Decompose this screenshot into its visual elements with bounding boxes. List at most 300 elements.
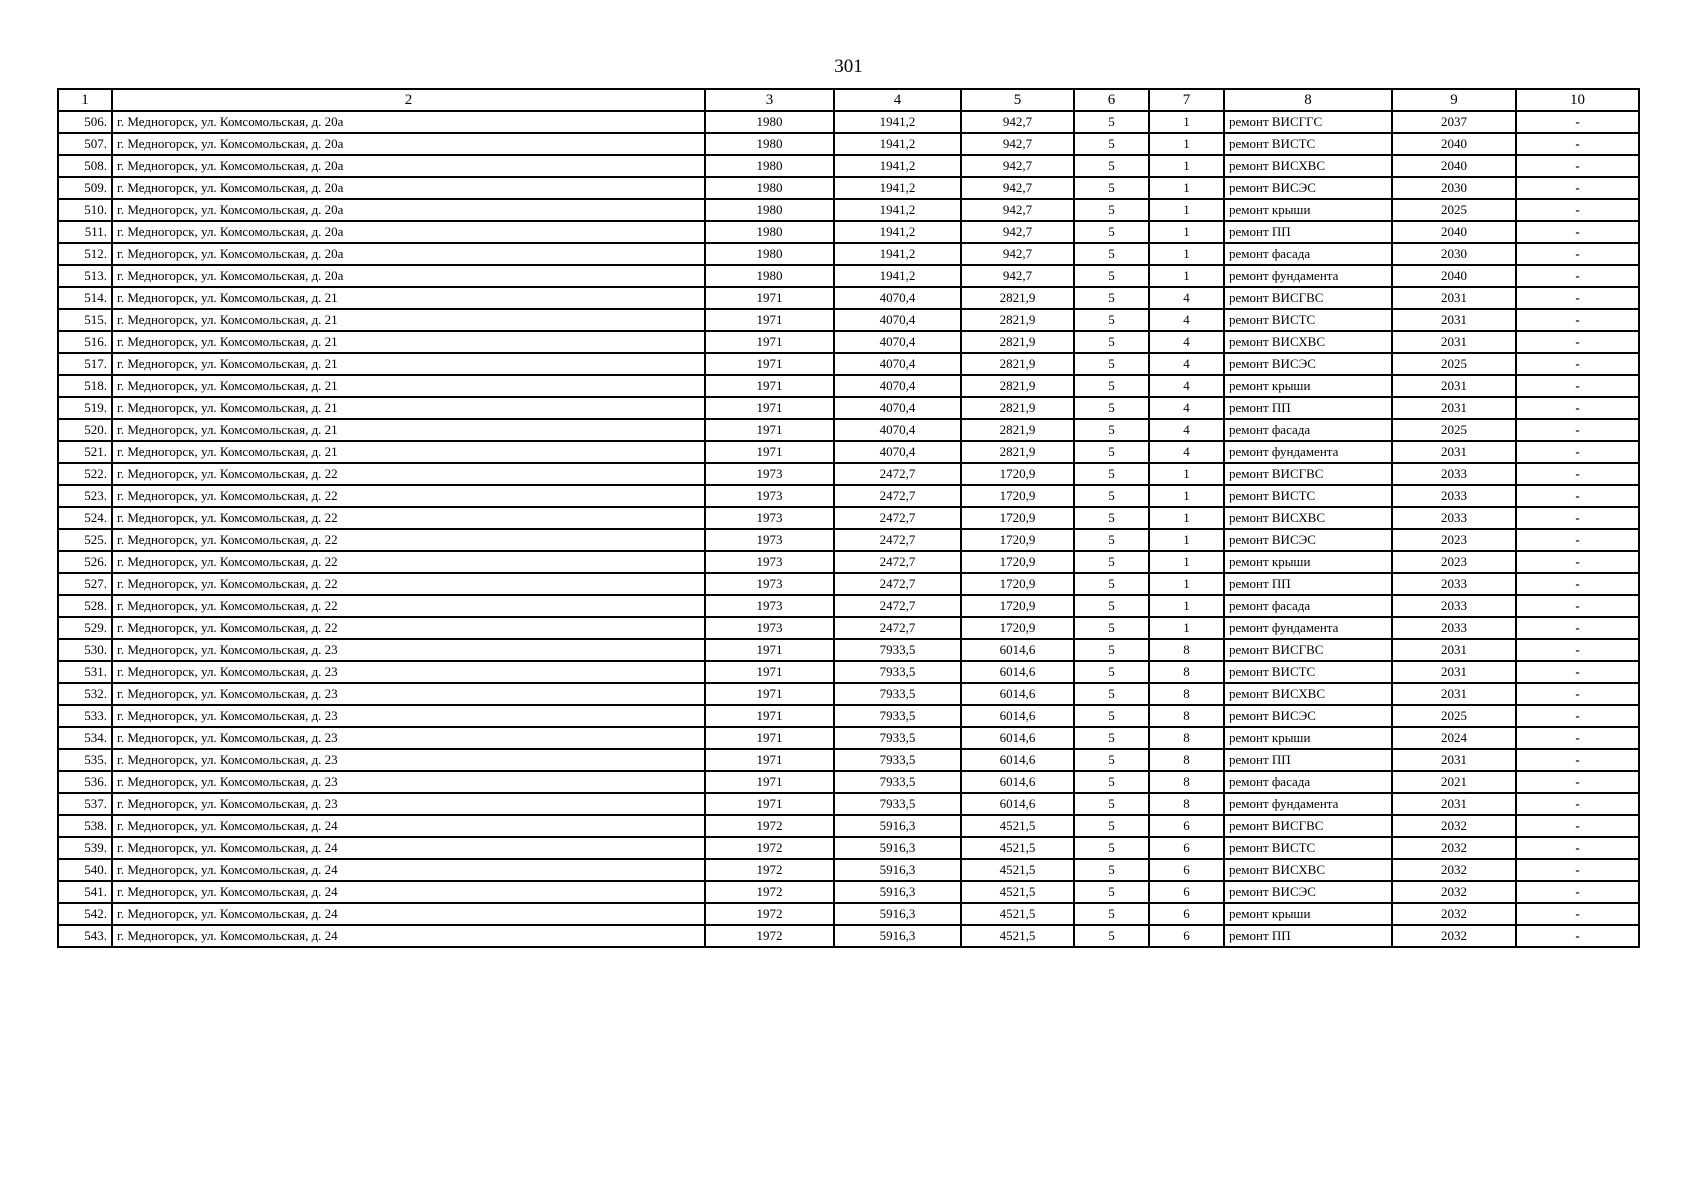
cell-row-number: 525.	[58, 529, 112, 551]
cell-row-number: 542.	[58, 903, 112, 925]
cell-living-area: 1720,9	[961, 463, 1074, 485]
cell-row-number: 529.	[58, 617, 112, 639]
cell-address: г. Медногорск, ул. Комсомольская, д. 22	[112, 617, 705, 639]
cell-floors: 5	[1074, 749, 1149, 771]
cell-total-area: 4070,4	[834, 287, 961, 309]
cell-floors: 5	[1074, 507, 1149, 529]
cell-repair-type: ремонт ВИСТС	[1224, 661, 1392, 683]
cell-total-area: 1941,2	[834, 243, 961, 265]
cell-note: -	[1516, 133, 1639, 155]
cell-address: г. Медногорск, ул. Комсомольская, д. 23	[112, 793, 705, 815]
cell-total-area: 7933,5	[834, 661, 961, 683]
table-row	[58, 331, 1639, 353]
cell-planned-year: 2040	[1392, 221, 1516, 243]
cell-repair-type: ремонт ВИСГВС	[1224, 463, 1392, 485]
cell-total-area: 5916,3	[834, 903, 961, 925]
cell-year-built: 1971	[705, 331, 834, 353]
cell-living-area: 1720,9	[961, 573, 1074, 595]
cell-repair-type: ремонт ВИСЭС	[1224, 881, 1392, 903]
page-number: 301	[834, 56, 863, 77]
cell-floors: 5	[1074, 309, 1149, 331]
cell-planned-year: 2023	[1392, 551, 1516, 573]
cell-year-built: 1971	[705, 683, 834, 705]
cell-year-built: 1971	[705, 705, 834, 727]
cell-year-built: 1973	[705, 529, 834, 551]
cell-year-built: 1971	[705, 287, 834, 309]
table-row	[58, 485, 1639, 507]
cell-total-area: 1941,2	[834, 155, 961, 177]
cell-year-built: 1980	[705, 155, 834, 177]
cell-entrances: 4	[1149, 309, 1224, 331]
cell-total-area: 4070,4	[834, 397, 961, 419]
cell-total-area: 5916,3	[834, 859, 961, 881]
cell-entrances: 6	[1149, 903, 1224, 925]
cell-note: -	[1516, 617, 1639, 639]
cell-repair-type: ремонт ПП	[1224, 397, 1392, 419]
cell-floors: 5	[1074, 815, 1149, 837]
table-row	[58, 903, 1639, 925]
cell-note: -	[1516, 441, 1639, 463]
cell-planned-year: 2025	[1392, 353, 1516, 375]
cell-entrances: 6	[1149, 859, 1224, 881]
cell-entrances: 1	[1149, 221, 1224, 243]
cell-year-built: 1971	[705, 727, 834, 749]
cell-address: г. Медногорск, ул. Комсомольская, д. 21	[112, 375, 705, 397]
cell-living-area: 6014,6	[961, 793, 1074, 815]
cell-total-area: 2472,7	[834, 573, 961, 595]
cell-living-area: 942,7	[961, 265, 1074, 287]
table-row	[58, 573, 1639, 595]
cell-entrances: 6	[1149, 837, 1224, 859]
cell-repair-type: ремонт ВИСХВС	[1224, 507, 1392, 529]
cell-repair-type: ремонт ВИСГВС	[1224, 639, 1392, 661]
cell-row-number: 526.	[58, 551, 112, 573]
cell-entrances: 6	[1149, 925, 1224, 947]
cell-address: г. Медногорск, ул. Комсомольская, д. 23	[112, 661, 705, 683]
cell-planned-year: 2031	[1392, 793, 1516, 815]
cell-repair-type: ремонт фасада	[1224, 595, 1392, 617]
cell-entrances: 4	[1149, 397, 1224, 419]
cell-note: -	[1516, 287, 1639, 309]
cell-year-built: 1980	[705, 265, 834, 287]
cell-year-built: 1971	[705, 397, 834, 419]
cell-entrances: 8	[1149, 639, 1224, 661]
cell-living-area: 1720,9	[961, 485, 1074, 507]
cell-planned-year: 2032	[1392, 837, 1516, 859]
cell-planned-year: 2031	[1392, 749, 1516, 771]
cell-repair-type: ремонт ПП	[1224, 749, 1392, 771]
cell-living-area: 2821,9	[961, 375, 1074, 397]
cell-note: -	[1516, 925, 1639, 947]
cell-floors: 5	[1074, 177, 1149, 199]
cell-total-area: 2472,7	[834, 617, 961, 639]
cell-entrances: 1	[1149, 199, 1224, 221]
cell-address: г. Медногорск, ул. Комсомольская, д. 23	[112, 727, 705, 749]
cell-year-built: 1971	[705, 441, 834, 463]
cell-row-number: 527.	[58, 573, 112, 595]
table-row	[58, 639, 1639, 661]
cell-living-area: 2821,9	[961, 309, 1074, 331]
cell-living-area: 4521,5	[961, 881, 1074, 903]
table-row	[58, 837, 1639, 859]
table-row	[58, 419, 1639, 441]
table-row	[58, 617, 1639, 639]
table-row	[58, 265, 1639, 287]
table-body	[58, 111, 1639, 947]
column-header-4: 4	[834, 89, 961, 111]
cell-planned-year: 2031	[1392, 683, 1516, 705]
cell-total-area: 2472,7	[834, 485, 961, 507]
cell-note: -	[1516, 419, 1639, 441]
cell-repair-type: ремонт крыши	[1224, 727, 1392, 749]
cell-entrances: 4	[1149, 419, 1224, 441]
cell-planned-year: 2023	[1392, 529, 1516, 551]
cell-note: -	[1516, 771, 1639, 793]
cell-living-area: 2821,9	[961, 353, 1074, 375]
cell-row-number: 519.	[58, 397, 112, 419]
cell-living-area: 4521,5	[961, 925, 1074, 947]
cell-repair-type: ремонт фасада	[1224, 243, 1392, 265]
cell-address: г. Медногорск, ул. Комсомольская, д. 21	[112, 419, 705, 441]
table-row	[58, 859, 1639, 881]
cell-address: г. Медногорск, ул. Комсомольская, д. 21	[112, 309, 705, 331]
cell-address: г. Медногорск, ул. Комсомольская, д. 22	[112, 595, 705, 617]
cell-living-area: 2821,9	[961, 419, 1074, 441]
cell-row-number: 517.	[58, 353, 112, 375]
cell-entrances: 8	[1149, 727, 1224, 749]
cell-repair-type: ремонт фундамента	[1224, 793, 1392, 815]
cell-address: г. Медногорск, ул. Комсомольская, д. 23	[112, 705, 705, 727]
cell-row-number: 515.	[58, 309, 112, 331]
cell-entrances: 8	[1149, 793, 1224, 815]
cell-floors: 5	[1074, 375, 1149, 397]
table-row	[58, 727, 1639, 749]
cell-floors: 5	[1074, 617, 1149, 639]
cell-planned-year: 2032	[1392, 815, 1516, 837]
cell-repair-type: ремонт ПП	[1224, 573, 1392, 595]
cell-note: -	[1516, 837, 1639, 859]
cell-address: г. Медногорск, ул. Комсомольская, д. 22	[112, 551, 705, 573]
cell-address: г. Медногорск, ул. Комсомольская, д. 21	[112, 331, 705, 353]
cell-floors: 5	[1074, 639, 1149, 661]
cell-floors: 5	[1074, 397, 1149, 419]
cell-repair-type: ремонт ВИСХВС	[1224, 331, 1392, 353]
header-row	[58, 89, 1639, 111]
cell-address: г. Медногорск, ул. Комсомольская, д. 23	[112, 749, 705, 771]
cell-row-number: 536.	[58, 771, 112, 793]
cell-entrances: 4	[1149, 441, 1224, 463]
cell-entrances: 8	[1149, 771, 1224, 793]
cell-planned-year: 2031	[1392, 441, 1516, 463]
cell-total-area: 2472,7	[834, 551, 961, 573]
cell-total-area: 2472,7	[834, 463, 961, 485]
cell-row-number: 508.	[58, 155, 112, 177]
cell-living-area: 4521,5	[961, 815, 1074, 837]
cell-entrances: 4	[1149, 287, 1224, 309]
table-row	[58, 925, 1639, 947]
cell-living-area: 6014,6	[961, 683, 1074, 705]
cell-living-area: 1720,9	[961, 595, 1074, 617]
cell-floors: 5	[1074, 529, 1149, 551]
cell-floors: 5	[1074, 727, 1149, 749]
table-row	[58, 881, 1639, 903]
cell-planned-year: 2031	[1392, 661, 1516, 683]
cell-row-number: 512.	[58, 243, 112, 265]
cell-repair-type: ремонт ВИСТС	[1224, 837, 1392, 859]
cell-year-built: 1980	[705, 243, 834, 265]
column-header-9: 9	[1392, 89, 1516, 111]
cell-living-area: 6014,6	[961, 639, 1074, 661]
cell-total-area: 1941,2	[834, 133, 961, 155]
cell-year-built: 1972	[705, 859, 834, 881]
cell-note: -	[1516, 859, 1639, 881]
cell-address: г. Медногорск, ул. Комсомольская, д. 22	[112, 573, 705, 595]
cell-address: г. Медногорск, ул. Комсомольская, д. 24	[112, 859, 705, 881]
table-row	[58, 771, 1639, 793]
cell-year-built: 1973	[705, 551, 834, 573]
cell-planned-year: 2040	[1392, 133, 1516, 155]
cell-address: г. Медногорск, ул. Комсомольская, д. 20а	[112, 265, 705, 287]
table-row	[58, 595, 1639, 617]
cell-total-area: 5916,3	[834, 815, 961, 837]
cell-living-area: 2821,9	[961, 287, 1074, 309]
cell-note: -	[1516, 573, 1639, 595]
cell-total-area: 4070,4	[834, 309, 961, 331]
cell-note: -	[1516, 111, 1639, 133]
cell-total-area: 5916,3	[834, 881, 961, 903]
cell-address: г. Медногорск, ул. Комсомольская, д. 20а	[112, 221, 705, 243]
table-row	[58, 309, 1639, 331]
cell-planned-year: 2024	[1392, 727, 1516, 749]
cell-repair-type: ремонт крыши	[1224, 375, 1392, 397]
table-row	[58, 111, 1639, 133]
cell-note: -	[1516, 749, 1639, 771]
cell-note: -	[1516, 529, 1639, 551]
cell-total-area: 7933,5	[834, 727, 961, 749]
cell-repair-type: ремонт фасада	[1224, 419, 1392, 441]
cell-row-number: 537.	[58, 793, 112, 815]
cell-total-area: 4070,4	[834, 353, 961, 375]
cell-entrances: 1	[1149, 177, 1224, 199]
cell-entrances: 4	[1149, 375, 1224, 397]
cell-planned-year: 2033	[1392, 595, 1516, 617]
cell-row-number: 507.	[58, 133, 112, 155]
cell-planned-year: 2025	[1392, 419, 1516, 441]
cell-entrances: 8	[1149, 705, 1224, 727]
table-row	[58, 353, 1639, 375]
cell-year-built: 1980	[705, 199, 834, 221]
cell-living-area: 4521,5	[961, 859, 1074, 881]
cell-living-area: 2821,9	[961, 441, 1074, 463]
cell-year-built: 1980	[705, 133, 834, 155]
cell-note: -	[1516, 243, 1639, 265]
cell-floors: 5	[1074, 243, 1149, 265]
cell-repair-type: ремонт ВИСТС	[1224, 309, 1392, 331]
cell-floors: 5	[1074, 771, 1149, 793]
cell-address: г. Медногорск, ул. Комсомольская, д. 22	[112, 529, 705, 551]
cell-floors: 5	[1074, 133, 1149, 155]
cell-planned-year: 2032	[1392, 859, 1516, 881]
cell-total-area: 7933,5	[834, 749, 961, 771]
cell-year-built: 1972	[705, 925, 834, 947]
cell-year-built: 1973	[705, 463, 834, 485]
table-row	[58, 133, 1639, 155]
cell-floors: 5	[1074, 793, 1149, 815]
cell-entrances: 6	[1149, 881, 1224, 903]
cell-year-built: 1972	[705, 881, 834, 903]
cell-address: г. Медногорск, ул. Комсомольская, д. 21	[112, 397, 705, 419]
cell-total-area: 2472,7	[834, 529, 961, 551]
cell-repair-type: ремонт ПП	[1224, 925, 1392, 947]
cell-repair-type: ремонт крыши	[1224, 903, 1392, 925]
cell-living-area: 4521,5	[961, 903, 1074, 925]
cell-living-area: 942,7	[961, 177, 1074, 199]
cell-repair-type: ремонт ВИСХВС	[1224, 859, 1392, 881]
table-row	[58, 463, 1639, 485]
cell-year-built: 1971	[705, 771, 834, 793]
cell-repair-type: ремонт ВИСГГС	[1224, 111, 1392, 133]
cell-row-number: 535.	[58, 749, 112, 771]
cell-repair-type: ремонт фасада	[1224, 771, 1392, 793]
cell-row-number: 540.	[58, 859, 112, 881]
cell-address: г. Медногорск, ул. Комсомольская, д. 20а	[112, 111, 705, 133]
cell-living-area: 942,7	[961, 133, 1074, 155]
cell-row-number: 531.	[58, 661, 112, 683]
cell-planned-year: 2040	[1392, 155, 1516, 177]
cell-floors: 5	[1074, 287, 1149, 309]
cell-year-built: 1973	[705, 617, 834, 639]
cell-floors: 5	[1074, 221, 1149, 243]
column-header-5: 5	[961, 89, 1074, 111]
cell-floors: 5	[1074, 111, 1149, 133]
cell-note: -	[1516, 485, 1639, 507]
cell-address: г. Медногорск, ул. Комсомольская, д. 20а	[112, 155, 705, 177]
cell-planned-year: 2031	[1392, 287, 1516, 309]
cell-entrances: 8	[1149, 749, 1224, 771]
cell-address: г. Медногорск, ул. Комсомольская, д. 24	[112, 837, 705, 859]
cell-total-area: 1941,2	[834, 177, 961, 199]
cell-note: -	[1516, 265, 1639, 287]
cell-planned-year: 2031	[1392, 331, 1516, 353]
cell-floors: 5	[1074, 683, 1149, 705]
cell-address: г. Медногорск, ул. Комсомольская, д. 22	[112, 463, 705, 485]
table-row	[58, 177, 1639, 199]
cell-year-built: 1972	[705, 903, 834, 925]
cell-repair-type: ремонт ВИСЭС	[1224, 353, 1392, 375]
cell-planned-year: 2032	[1392, 881, 1516, 903]
cell-address: г. Медногорск, ул. Комсомольская, д. 24	[112, 925, 705, 947]
table-row	[58, 199, 1639, 221]
cell-floors: 5	[1074, 837, 1149, 859]
cell-living-area: 1720,9	[961, 507, 1074, 529]
cell-planned-year: 2031	[1392, 639, 1516, 661]
cell-floors: 5	[1074, 573, 1149, 595]
cell-floors: 5	[1074, 881, 1149, 903]
column-header-6: 6	[1074, 89, 1149, 111]
cell-floors: 5	[1074, 419, 1149, 441]
cell-total-area: 1941,2	[834, 111, 961, 133]
cell-address: г. Медногорск, ул. Комсомольская, д. 22	[112, 507, 705, 529]
cell-repair-type: ремонт ПП	[1224, 221, 1392, 243]
cell-entrances: 1	[1149, 111, 1224, 133]
cell-repair-type: ремонт крыши	[1224, 551, 1392, 573]
cell-row-number: 538.	[58, 815, 112, 837]
cell-note: -	[1516, 815, 1639, 837]
cell-living-area: 1720,9	[961, 529, 1074, 551]
cell-living-area: 6014,6	[961, 727, 1074, 749]
cell-year-built: 1971	[705, 353, 834, 375]
cell-entrances: 1	[1149, 617, 1224, 639]
cell-note: -	[1516, 661, 1639, 683]
cell-entrances: 1	[1149, 595, 1224, 617]
cell-year-built: 1971	[705, 661, 834, 683]
cell-planned-year: 2031	[1392, 375, 1516, 397]
cell-floors: 5	[1074, 595, 1149, 617]
cell-repair-type: ремонт фундамента	[1224, 617, 1392, 639]
table-row	[58, 375, 1639, 397]
cell-address: г. Медногорск, ул. Комсомольская, д. 21	[112, 353, 705, 375]
cell-entrances: 1	[1149, 485, 1224, 507]
table-row	[58, 243, 1639, 265]
cell-row-number: 509.	[58, 177, 112, 199]
cell-row-number: 530.	[58, 639, 112, 661]
table-row	[58, 551, 1639, 573]
cell-living-area: 942,7	[961, 111, 1074, 133]
cell-row-number: 522.	[58, 463, 112, 485]
cell-year-built: 1980	[705, 111, 834, 133]
cell-total-area: 7933,5	[834, 639, 961, 661]
cell-row-number: 539.	[58, 837, 112, 859]
cell-row-number: 513.	[58, 265, 112, 287]
cell-row-number: 541.	[58, 881, 112, 903]
cell-note: -	[1516, 793, 1639, 815]
cell-year-built: 1973	[705, 573, 834, 595]
column-header-10: 10	[1516, 89, 1639, 111]
cell-floors: 5	[1074, 925, 1149, 947]
cell-note: -	[1516, 309, 1639, 331]
cell-note: -	[1516, 331, 1639, 353]
cell-note: -	[1516, 463, 1639, 485]
cell-row-number: 520.	[58, 419, 112, 441]
cell-living-area: 942,7	[961, 155, 1074, 177]
cell-year-built: 1971	[705, 749, 834, 771]
cell-note: -	[1516, 155, 1639, 177]
cell-entrances: 1	[1149, 265, 1224, 287]
table-row	[58, 221, 1639, 243]
table-row	[58, 441, 1639, 463]
cell-note: -	[1516, 375, 1639, 397]
cell-row-number: 532.	[58, 683, 112, 705]
cell-total-area: 2472,7	[834, 507, 961, 529]
cell-entrances: 8	[1149, 683, 1224, 705]
cell-total-area: 5916,3	[834, 925, 961, 947]
cell-repair-type: ремонт фундамента	[1224, 441, 1392, 463]
cell-row-number: 521.	[58, 441, 112, 463]
cell-row-number: 524.	[58, 507, 112, 529]
table-row	[58, 155, 1639, 177]
cell-floors: 5	[1074, 705, 1149, 727]
column-header-7: 7	[1149, 89, 1224, 111]
cell-living-area: 1720,9	[961, 551, 1074, 573]
cell-living-area: 6014,6	[961, 661, 1074, 683]
cell-total-area: 5916,3	[834, 837, 961, 859]
cell-planned-year: 2025	[1392, 705, 1516, 727]
cell-year-built: 1971	[705, 639, 834, 661]
cell-address: г. Медногорск, ул. Комсомольская, д. 23	[112, 639, 705, 661]
cell-repair-type: ремонт ВИСГВС	[1224, 287, 1392, 309]
column-header-2: 2	[112, 89, 705, 111]
cell-address: г. Медногорск, ул. Комсомольская, д. 21	[112, 287, 705, 309]
